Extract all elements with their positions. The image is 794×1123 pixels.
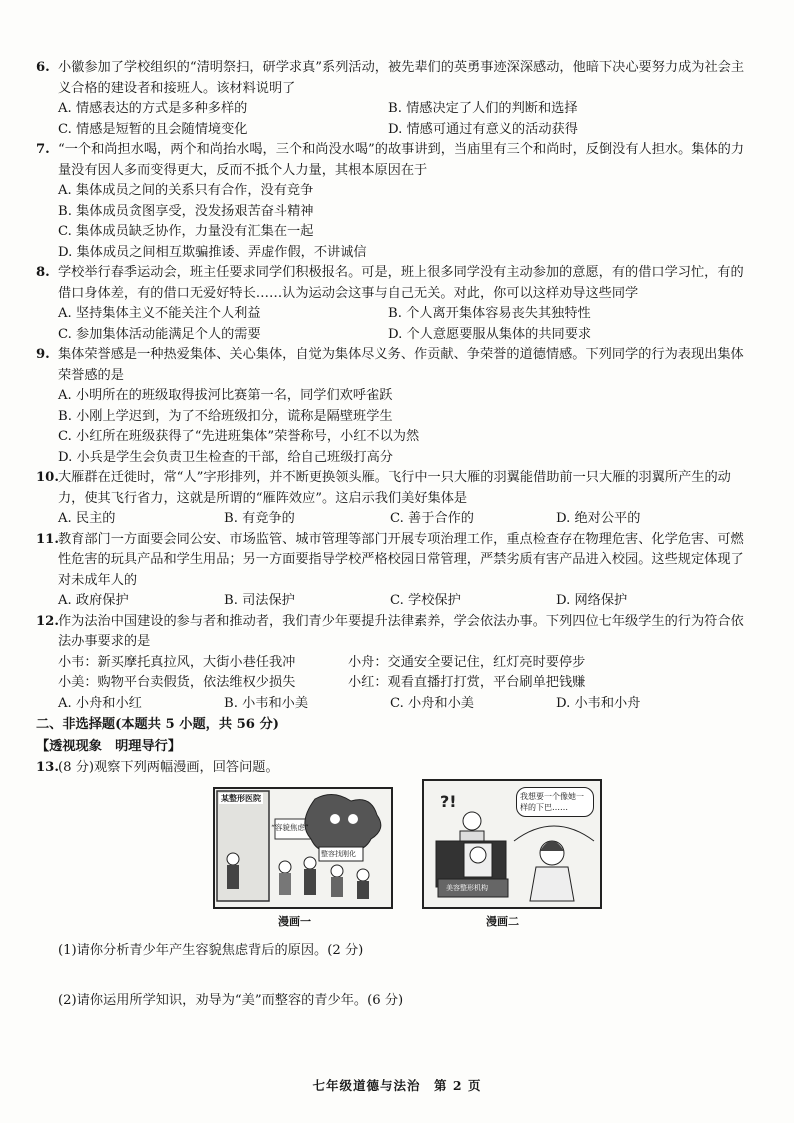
option-c: C. 小红所在班级获得了“先进班集体”荣誉称号，小红不以为然 (58, 429, 420, 444)
cartoon-one-drawing (215, 789, 391, 907)
option-c: C. 情感是短暂的且会随情境变化 (58, 121, 248, 137)
sub-question-2: (2)请你运用所学知识，劝导为“美”而整容的青少年。(6 分) (58, 992, 404, 1008)
question-stem: (8 分)观察下列两幅漫画，回答问题。 (58, 760, 279, 775)
question-number: 7. (36, 142, 50, 157)
question-10 (36, 468, 756, 530)
option-b: B. 个人离开集体容易丧失其独特性 (388, 306, 591, 321)
question-number: 8. (36, 265, 50, 280)
section-tag: 【透视现象 明理导行】 (36, 739, 182, 754)
option-a: A. 情感表达的方式是多种多样的 (58, 101, 248, 116)
option-d: D. 情感可通过有意义的活动获得 (388, 121, 578, 137)
question-stem: 小徽参加了学校组织的“清明祭扫，研学求真”系列活动，被先辈们的英勇事迹深深感动，他暗下决心要努力成为社会主义合格的建设者和接班人。该材料说明了 (58, 60, 745, 96)
cloud-label: “容貌焦虑” (271, 822, 309, 832)
option-d: D. 网络保护 (556, 593, 628, 608)
question-number: 9. (36, 347, 50, 362)
option-b: B. 司法保护 (224, 593, 295, 608)
question-12 (36, 612, 756, 715)
student-statement: 小舟：交通安全要记住，红灯亮时要停步 (348, 654, 586, 670)
question-stem: 集体荣誉感是一种热爱集体、关心集体，自觉为集体尽义务、作贡献、争荣誉的道德情感。下列同学的行为表现出集体荣誉感的是 (58, 347, 744, 383)
question-number: 12. (36, 613, 59, 629)
page-footer: 七年级道德与法治 第 2 页 (312, 1078, 482, 1093)
cartoon-area (36, 779, 756, 939)
question-11 (36, 530, 756, 612)
hospital-sign: 某整形医院 (221, 792, 261, 803)
option-a: A. 政府保护 (58, 593, 129, 608)
option-d: D. 个人意愿要服从集体的共同要求 (388, 326, 592, 342)
option-a: A. 小明所在的班级取得拔河比赛第一名，同学们欢呼雀跃 (58, 388, 393, 403)
section-heading: 二、非选择题(本题共 5 小题，共 56 分) (36, 717, 279, 732)
sub-question-1: (1)请你分析青少年产生容貌焦虑背后的原因。(2 分) (58, 942, 364, 958)
option-a: A. 小舟和小红 (58, 695, 142, 711)
student-statement: 小红：观看直播打打赏，平台刷单把钱赚 (348, 675, 586, 690)
sign-label: 整容找刚化 (321, 849, 356, 858)
option-d: D. 集体成员之间相互欺骗推诿、弄虚作假，不讲诚信 (58, 244, 367, 260)
desk-sign: 美容整形机构 (446, 883, 488, 892)
option-d: D. 绝对公平的 (556, 511, 641, 526)
question-number: 6. (36, 60, 50, 75)
option-b: B. 小韦和小美 (224, 695, 309, 711)
option-a: A. 集体成员之间的关系只有合作，没有竞争 (58, 183, 314, 198)
question-7 (36, 140, 756, 263)
question-9 (36, 345, 756, 468)
student-statement: 小韦：新买摩托真拉风，大街小巷任我冲 (58, 654, 296, 670)
student-statement: 小美：购物平台卖假货，依法维权少损失 (58, 675, 296, 690)
question-number: 11. (36, 531, 59, 547)
cartoon-two-caption: 漫画二 (486, 914, 519, 928)
exam-page (36, 58, 756, 1011)
option-c: C. 集体成员缺乏协作，力量没有汇集在一起 (58, 224, 314, 239)
option-c: C. 小舟和小美 (390, 695, 474, 711)
svg-text:?!: ?! (440, 791, 457, 811)
speech-bubble: 我想要一个像她一样的下巴…… (516, 787, 594, 817)
option-b: B. 小刚上学迟到，为了不给班级扣分，谎称是隔壁班学生 (58, 408, 393, 424)
question-stem: 学校举行春季运动会，班主任要求同学们积极报名。可是，班上很多同学没有主动参加的意愿，有的借口学习忙，有的借口身体差，有的借口无爱好特长……认为运动会这事与自己无关。对此，你可以这样劝导这些同学 (58, 265, 744, 301)
option-b: B. 情感决定了人们的判断和选择 (388, 101, 578, 116)
option-b: B. 集体成员贪图享受，没发扬艰苦奋斗精神 (58, 203, 314, 219)
question-8 (36, 263, 756, 345)
cartoon-two (422, 779, 602, 909)
question-6 (36, 58, 756, 140)
question-stem: 教育部门一方面要会同公安、市场监管、城市管理等部门开展专项治理工作，重点检查存在物理危害、化学危害、可燃性危害的玩具产品和学生用品；另一方面要指导学校严格校园日常管理，严禁劣质有害产品进入校园。这些规定体现了对未成年人的 (58, 531, 744, 588)
cartoon-one (213, 787, 393, 909)
cartoon-one-caption: 漫画一 (278, 914, 311, 928)
option-d: D. 小兵是学生会负责卫生检查的干部，给自己班级打高分 (58, 449, 393, 465)
question-stem: 作为法治中国建设的参与者和推动者，我们青少年要提升法律素养，学会依法办事。下列四位七年级学生的行为符合依法办事要求的是 (58, 613, 744, 649)
option-a: A. 民主的 (58, 511, 116, 526)
question-number: 13. (36, 760, 59, 775)
option-b: B. 有竞争的 (224, 511, 295, 526)
question-13 (36, 758, 756, 1011)
question-stem: 大雁群在迁徙时，常“人”字形排列，并不断更换领头雁。飞行中一只大雁的羽翼能借助前一只大雁的羽翼所产生的动力，使其飞行省力，这就是所谓的“雁阵效应”。这启示我们美好集体是 (58, 470, 731, 506)
option-d: D. 小韦和小舟 (556, 695, 641, 711)
option-a: A. 坚持集体主义不能关注个人利益 (58, 306, 261, 321)
question-stem: “一个和尚担水喝，两个和尚抬水喝，三个和尚没水喝”的故事讲到，当庙里有三个和尚时，反倒没有人担水。集体的力量没有因人多而变得更大，反而不抵个人力量，其根本原因在于 (58, 142, 745, 178)
option-c: C. 参加集体活动能满足个人的需要 (58, 326, 261, 342)
question-number: 10. (36, 470, 59, 485)
option-c: C. 学校保护 (390, 593, 461, 608)
option-c: C. 善于合作的 (390, 511, 474, 526)
